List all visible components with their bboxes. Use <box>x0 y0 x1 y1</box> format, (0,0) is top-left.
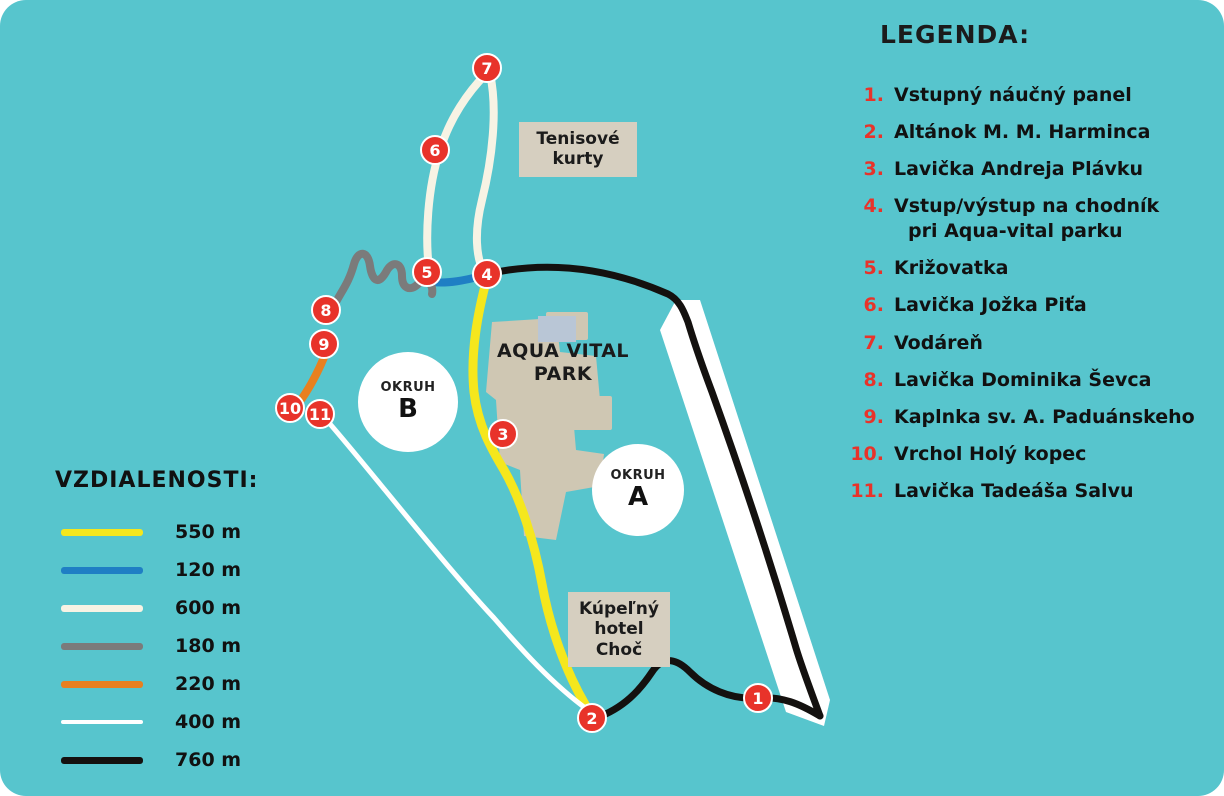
distance-item <box>55 703 325 741</box>
legend-item <box>848 256 1218 281</box>
legend-list <box>848 83 1218 504</box>
map-marker-1[interactable]: 1 <box>743 683 773 713</box>
legend-item-number: 3. <box>863 158 884 181</box>
legend-item-label <box>894 83 1132 108</box>
park-pool <box>538 316 576 342</box>
distance-label: 760 m <box>175 749 242 771</box>
circuit-a <box>592 444 684 536</box>
distance-item <box>55 589 325 627</box>
legend-item-number: 9. <box>863 405 884 428</box>
map-marker-2[interactable]: 2 <box>577 703 607 733</box>
distance-label: 220 m <box>175 673 242 695</box>
map-marker-7[interactable]: 7 <box>472 53 502 83</box>
distance-item <box>55 551 325 589</box>
legend-item-label-main: Lavička Andreja Plávku <box>894 158 1144 181</box>
legend-item-number: 8. <box>863 368 884 391</box>
route-600m-east <box>477 74 494 272</box>
legend-item-number: 7. <box>863 331 884 354</box>
distances-list <box>55 513 325 779</box>
legend-item <box>848 157 1218 182</box>
map-marker-9[interactable]: 9 <box>309 329 339 359</box>
distance-color-swatch <box>61 567 143 574</box>
legend-title: LEGENDA: <box>880 20 1031 49</box>
legend-item-number: 2. <box>863 121 884 144</box>
legend-item-label <box>894 256 1008 281</box>
legend-item <box>848 368 1218 393</box>
legend-panel <box>848 20 1218 516</box>
legend-item-label <box>894 405 1195 430</box>
legend-item <box>848 83 1218 108</box>
map-marker-4[interactable]: 4 <box>472 259 502 289</box>
legend-item-label-main: Lavička Jožka Piťa <box>894 294 1087 317</box>
legend-item <box>848 194 1218 244</box>
distance-label: 180 m <box>175 635 242 657</box>
legend-item-label <box>894 479 1133 504</box>
distance-item <box>55 513 325 551</box>
distance-label: 400 m <box>175 711 242 733</box>
circuit-b-caption: OKRUH <box>380 380 436 396</box>
legend-item <box>848 331 1218 356</box>
legend-item-label <box>894 293 1087 318</box>
legend-item <box>848 405 1218 430</box>
legend-item-label-main: Altánok M. M. Harminca <box>894 121 1151 144</box>
legend-item-number: 11. <box>850 479 884 502</box>
legend-item <box>848 442 1218 467</box>
distance-item <box>55 741 325 779</box>
label-spa-hotel: Kúpeľný hotel Choč <box>568 592 670 667</box>
map-marker-11[interactable]: 11 <box>305 399 335 429</box>
legend-item-label-main: Križovatka <box>894 257 1009 280</box>
legend-item-label-main: Vodáreň <box>894 331 983 354</box>
label-tennis-courts: Tenisové kurty <box>519 122 637 177</box>
label-aqua-vital-park: AQUA VITAL PARK <box>496 340 630 385</box>
legend-item-label-sub: pri Aqua-vital parku <box>908 220 1123 243</box>
distance-item <box>55 665 325 703</box>
legend-item-label <box>894 157 1143 182</box>
distance-label: 550 m <box>175 521 242 543</box>
map-marker-8[interactable]: 8 <box>311 295 341 325</box>
circuit-b <box>358 352 458 452</box>
distance-label: 120 m <box>175 559 242 581</box>
legend-item-label <box>894 194 1159 244</box>
legend-item-label-main: Vstupný náučný panel <box>894 84 1132 106</box>
distance-color-swatch <box>61 529 143 536</box>
legend-item-label-main: Kaplnka sv. A. Paduánskeho <box>894 405 1195 428</box>
road-strip-shape <box>660 300 830 726</box>
distance-color-swatch <box>61 720 143 724</box>
distance-item <box>55 627 325 665</box>
legend-item-number: 5. <box>863 257 884 280</box>
legend-item-number: 6. <box>863 294 884 317</box>
distance-color-swatch <box>61 605 143 612</box>
map-marker-10[interactable]: 10 <box>275 393 305 423</box>
distances-title: VZDIALENOSTI: <box>55 468 259 493</box>
legend-item-label-main: Lavička Tadeáša Salvu <box>894 479 1134 502</box>
legend-item-label-main: Lavička Dominika Ševca <box>894 368 1152 391</box>
legend-item-label <box>894 120 1150 145</box>
legend-item <box>848 293 1218 318</box>
legend-item-label <box>894 442 1086 467</box>
distance-color-swatch <box>61 681 143 688</box>
legend-item-number: 1. <box>863 84 884 106</box>
legend-item <box>848 120 1218 145</box>
map-marker-5[interactable]: 5 <box>412 257 442 287</box>
legend-item-label <box>894 331 983 356</box>
legend-item-label-main: Vstup/výstup na chodník <box>894 195 1160 218</box>
circuit-b-letter: B <box>398 394 418 425</box>
map-marker-6[interactable]: 6 <box>420 135 450 165</box>
legend-item-number: 10. <box>850 442 884 465</box>
map-marker-3[interactable]: 3 <box>488 419 518 449</box>
distance-color-swatch <box>61 643 143 650</box>
distances-panel <box>55 468 325 779</box>
distance-label: 600 m <box>175 597 242 619</box>
legend-item-label-main: Vrchol Holý kopec <box>894 442 1087 465</box>
legend-item-number: 4. <box>863 195 884 218</box>
circuit-a-caption: OKRUH <box>610 468 666 484</box>
legend-item-label <box>894 368 1151 393</box>
legend-item <box>848 479 1218 504</box>
circuit-a-letter: A <box>627 482 649 513</box>
distance-color-swatch <box>61 757 143 764</box>
